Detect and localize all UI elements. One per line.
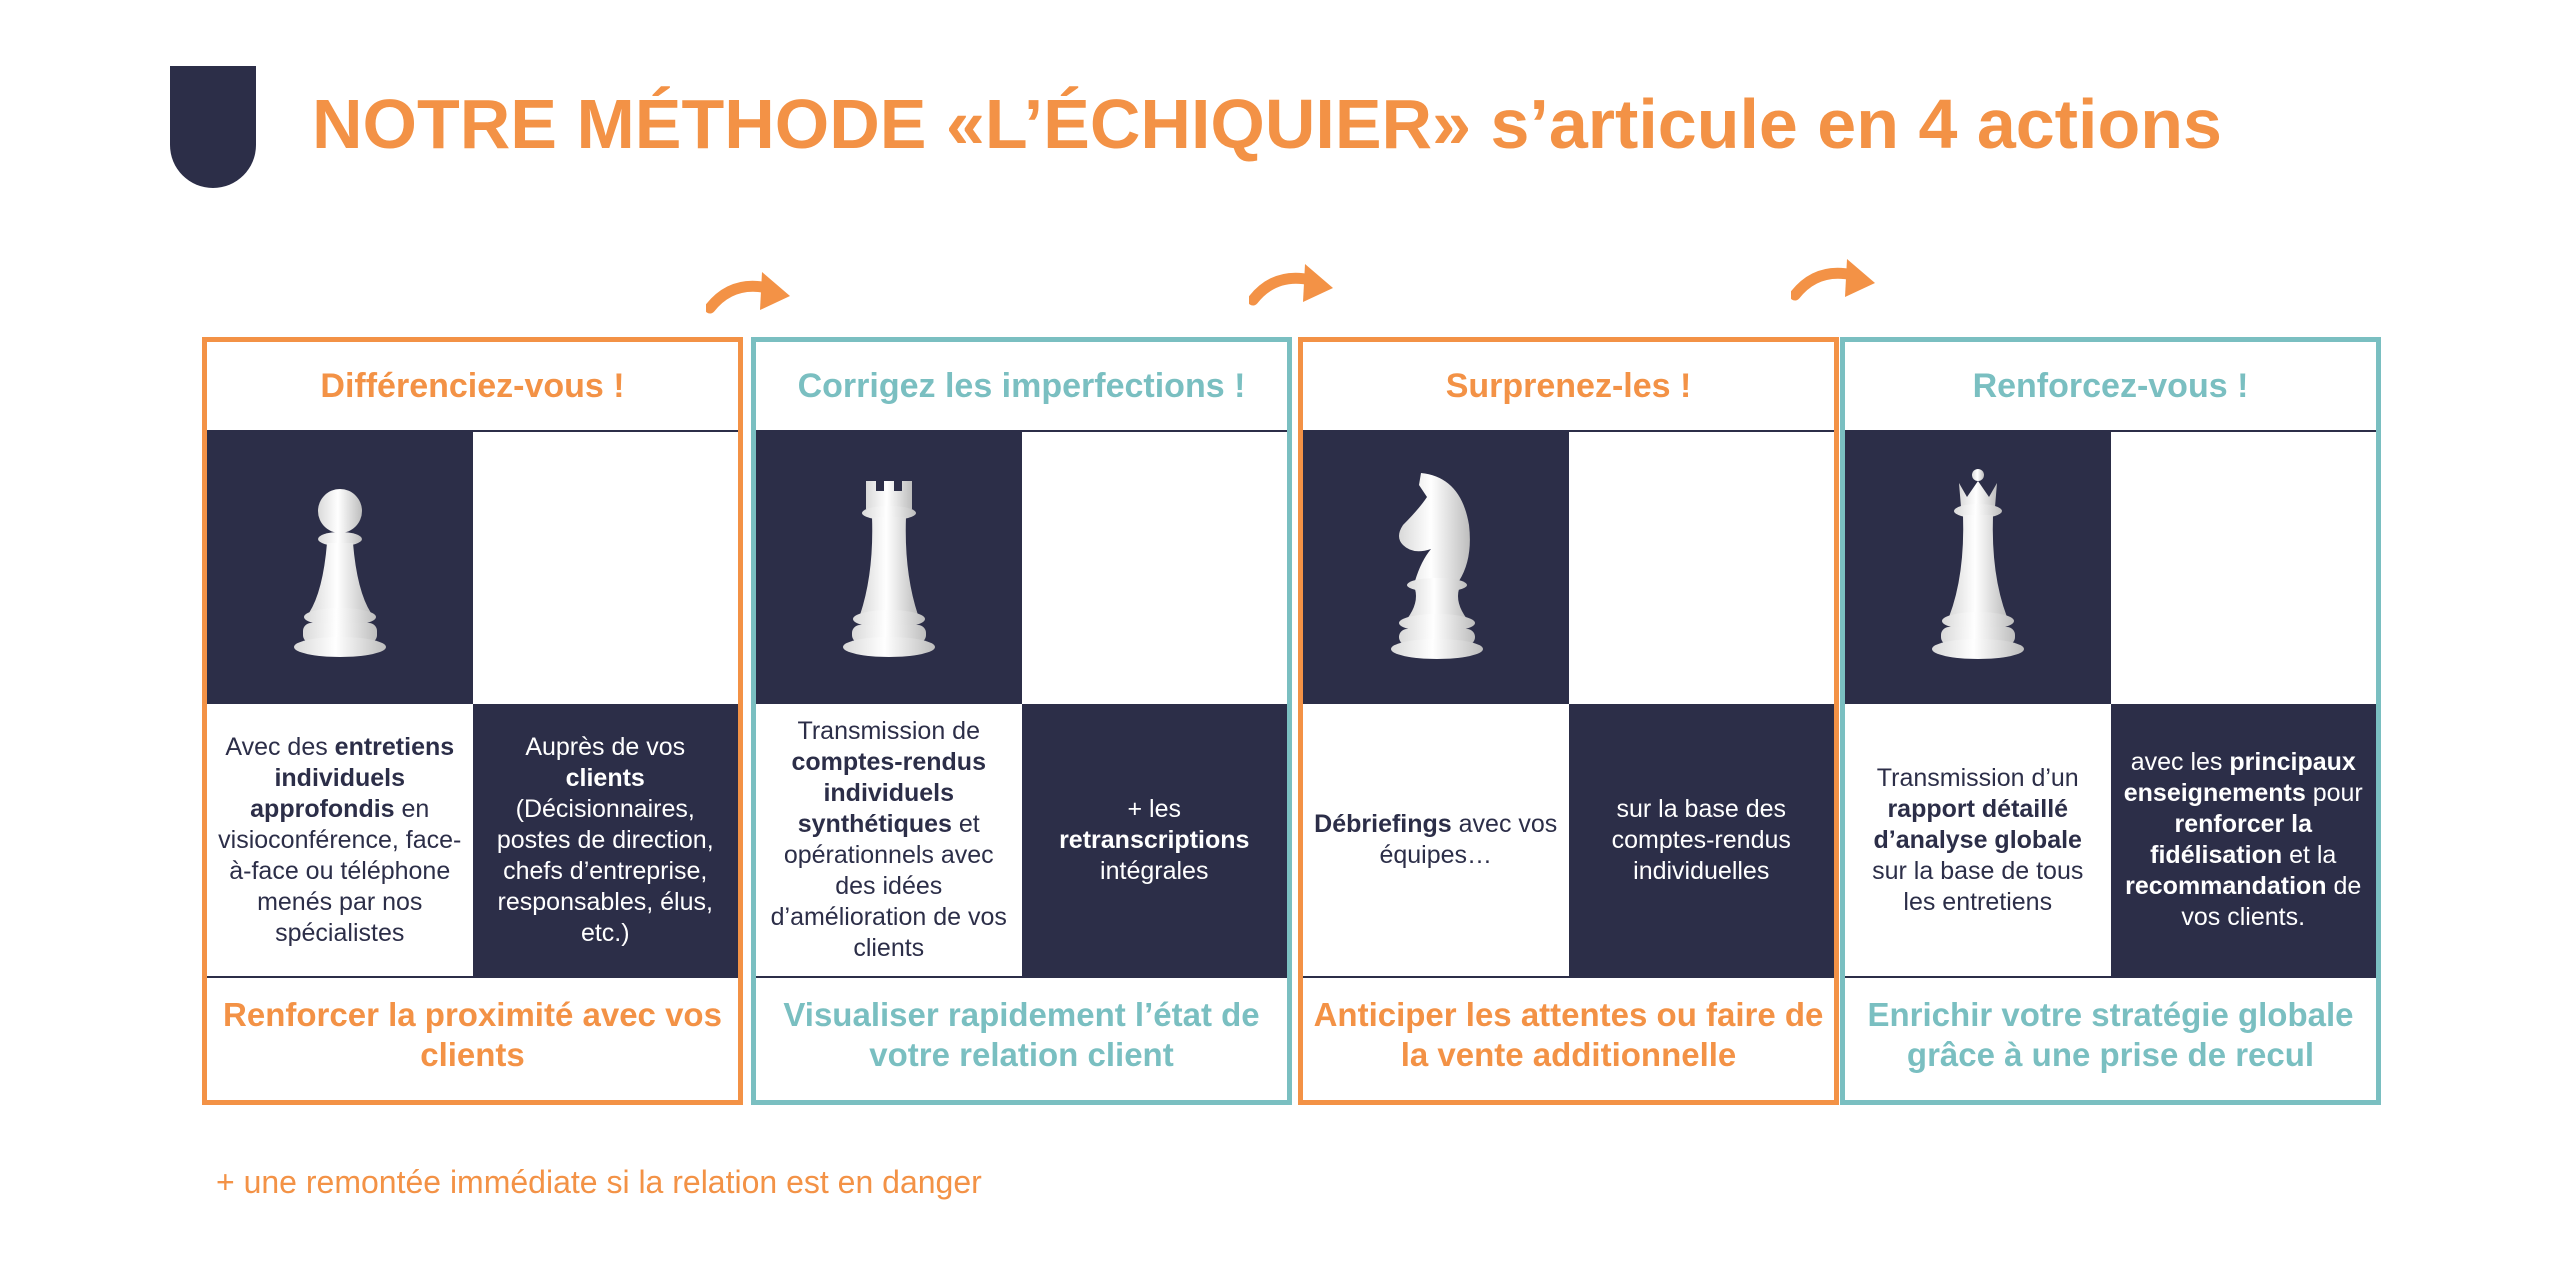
rook-icon [814,463,964,673]
empty-square [1569,432,1835,704]
panel-benefit: Enrichir votre stratégie globale grâce à une prise de recul [1867,995,2354,1073]
method-text: Débriefings avec vos équipes… [1303,704,1569,976]
method-text: Transmission d’un rapport détaillé d’analyse globale sur la base de tous les entretiens [1845,704,2111,976]
curved-arrow-icon [1791,255,1877,305]
method-text: Avec des entretiens individuels approfondis en visioconférence, face-à-face ou téléphone menés par nos spécialistes [207,704,473,976]
panel-differenciez [202,337,743,1105]
footnote: + une remontée immédiate si la relation est en danger [216,1164,982,1200]
panel-surprenez [1298,337,1839,1105]
chess-board [1845,430,2376,978]
chess-board [1303,430,1834,978]
panel-corrigez [751,337,1292,1105]
panel-benefit: Renforcer la proximité avec vos clients [223,995,722,1073]
panel-heading: Corrigez les imperfections ! [797,366,1246,405]
panel-heading: Renforcez-vous ! [1972,366,2249,405]
panel-heading: Différenciez-vous ! [320,366,625,405]
pawn-icon [265,463,415,673]
piece-square [756,432,1022,704]
chess-board [756,430,1287,978]
brand-logo-icon [170,66,256,188]
panel-benefit: Visualiser rapidement l’état de votre relation client [783,995,1260,1073]
piece-square [1845,432,2111,704]
knight-icon [1361,463,1511,673]
empty-square [473,432,739,704]
panel-benefit: Anticiper les attentes ou faire de la vente additionnelle [1313,995,1824,1073]
target-text: sur la base des comptes-rendus individuelles [1569,704,1835,976]
panel-heading: Surprenez-les ! [1445,366,1692,405]
target-text: avec les principaux enseignements pour renforcer la fidélisation et la recommandation de vos clients. [2111,704,2377,976]
method-text: Transmission de comptes-rendus individuels synthétiques et opérationnels avec des idées d’amélioration de vos clients [756,704,1022,976]
curved-arrow-icon [1249,260,1335,310]
curved-arrow-icon [706,268,792,318]
empty-square [2111,432,2377,704]
piece-square [1303,432,1569,704]
chess-board [207,430,738,978]
page-title: NOTRE MÉTHODE «L’ÉCHIQUIER» s’articule en 4 actions [312,85,2222,163]
queen-icon [1903,463,2053,673]
piece-square [207,432,473,704]
target-text: Auprès de vos clients (Décisionnaires, postes de direction, chefs d’entreprise, responsables, élus, etc.) [473,704,739,976]
empty-square [1022,432,1288,704]
target-text: + les retranscriptions intégrales [1022,704,1288,976]
panel-renforcez [1840,337,2381,1105]
